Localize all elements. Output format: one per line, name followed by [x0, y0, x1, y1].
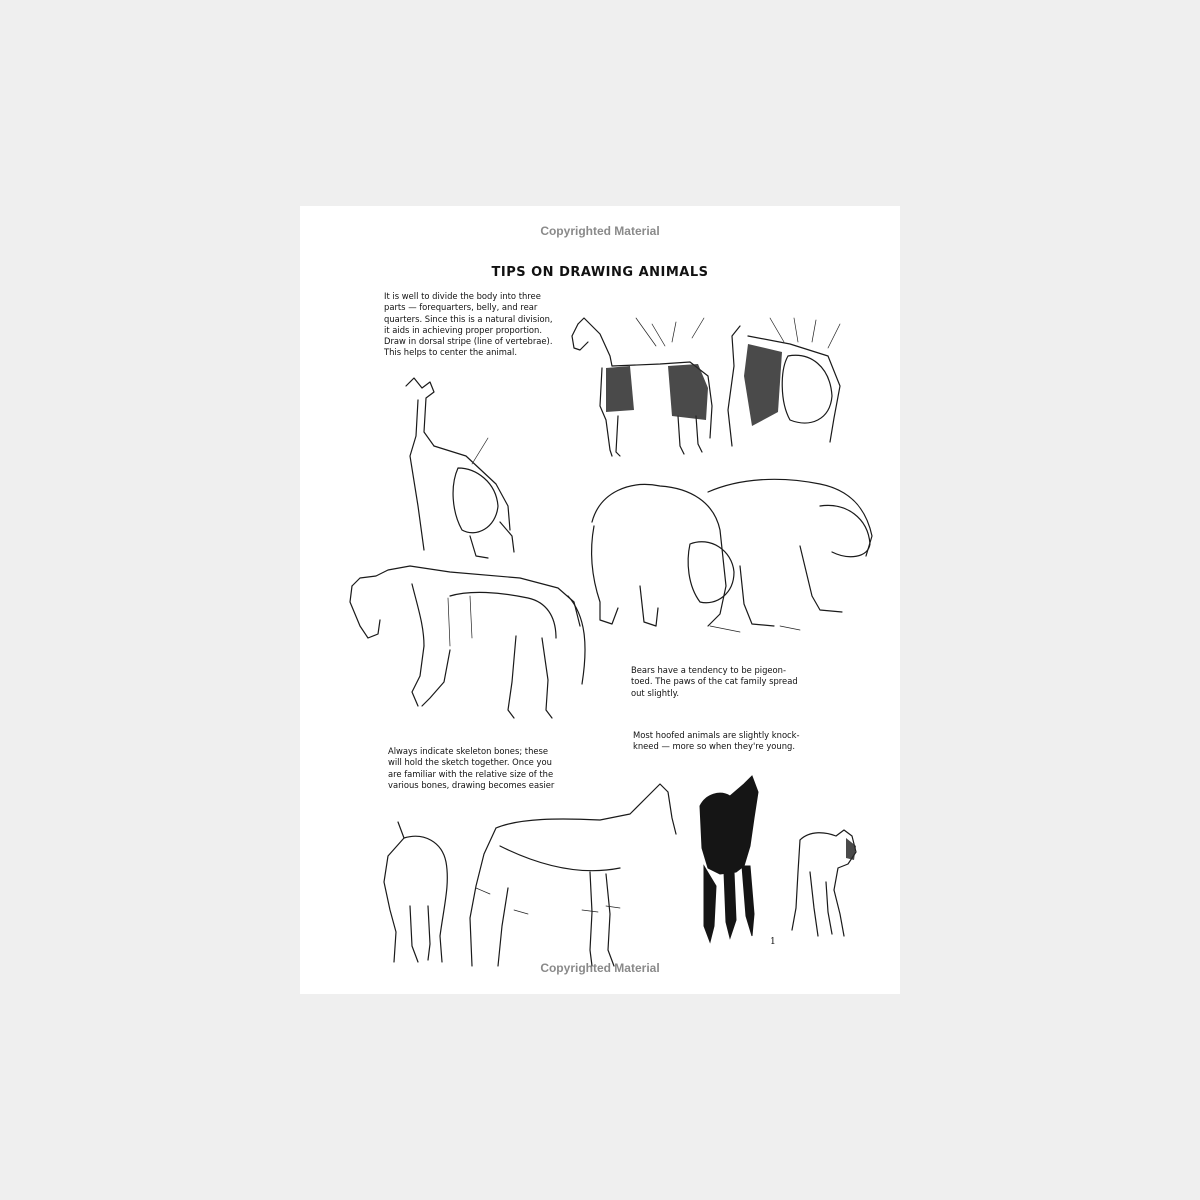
watermark-bottom: Copyrighted Material	[540, 961, 660, 975]
deer-rear-sketch	[406, 378, 514, 558]
horse-rear-sketch	[728, 318, 840, 446]
page-number: 1	[770, 937, 776, 947]
intro-line: it aids in achieving proper proportion.	[384, 324, 543, 335]
bears-line: toed. The paws of the cat family spread	[631, 676, 798, 687]
intro-line: It is well to divide the body into three	[384, 291, 541, 301]
bears-sketch	[592, 479, 872, 632]
page-title: TIPS ON DRAWING ANIMALS	[491, 265, 709, 280]
bears-line: out slightly.	[631, 687, 680, 698]
bears-line: Bears have a tendency to be pigeon-	[631, 665, 787, 675]
hoofed-line: Most hoofed animals are slightly knock-	[633, 730, 800, 740]
horse-proportion-sketch	[572, 318, 712, 456]
skeleton-line: will hold the sketch together. Once you	[388, 757, 552, 768]
horse-skeleton-sketch	[350, 566, 585, 718]
doe-rear-sketch	[384, 822, 447, 962]
watermark-top: Copyrighted Material	[540, 224, 660, 238]
intro-line: Draw in dorsal stripe (line of vertebrae).	[384, 336, 553, 347]
intro-line: quarters. Since this is a natural division,	[384, 313, 553, 324]
skeleton-line: are familiar with the relative size of the	[388, 768, 554, 779]
doe-sketch	[470, 784, 676, 966]
intro-line: This helps to center the animal.	[384, 347, 518, 358]
hoofed-line: kneed — more so when they're young.	[633, 741, 796, 752]
intro-line: parts — forequarters, belly, and rear	[384, 302, 538, 313]
skeleton-line: Always indicate skeleton bones; these	[388, 746, 549, 756]
fawn-sketch	[792, 830, 856, 936]
skeleton-line: various bones, drawing becomes easier	[388, 779, 555, 790]
book-page	[300, 206, 900, 994]
foal-sketch	[700, 776, 758, 942]
animal-sketches	[300, 206, 900, 994]
